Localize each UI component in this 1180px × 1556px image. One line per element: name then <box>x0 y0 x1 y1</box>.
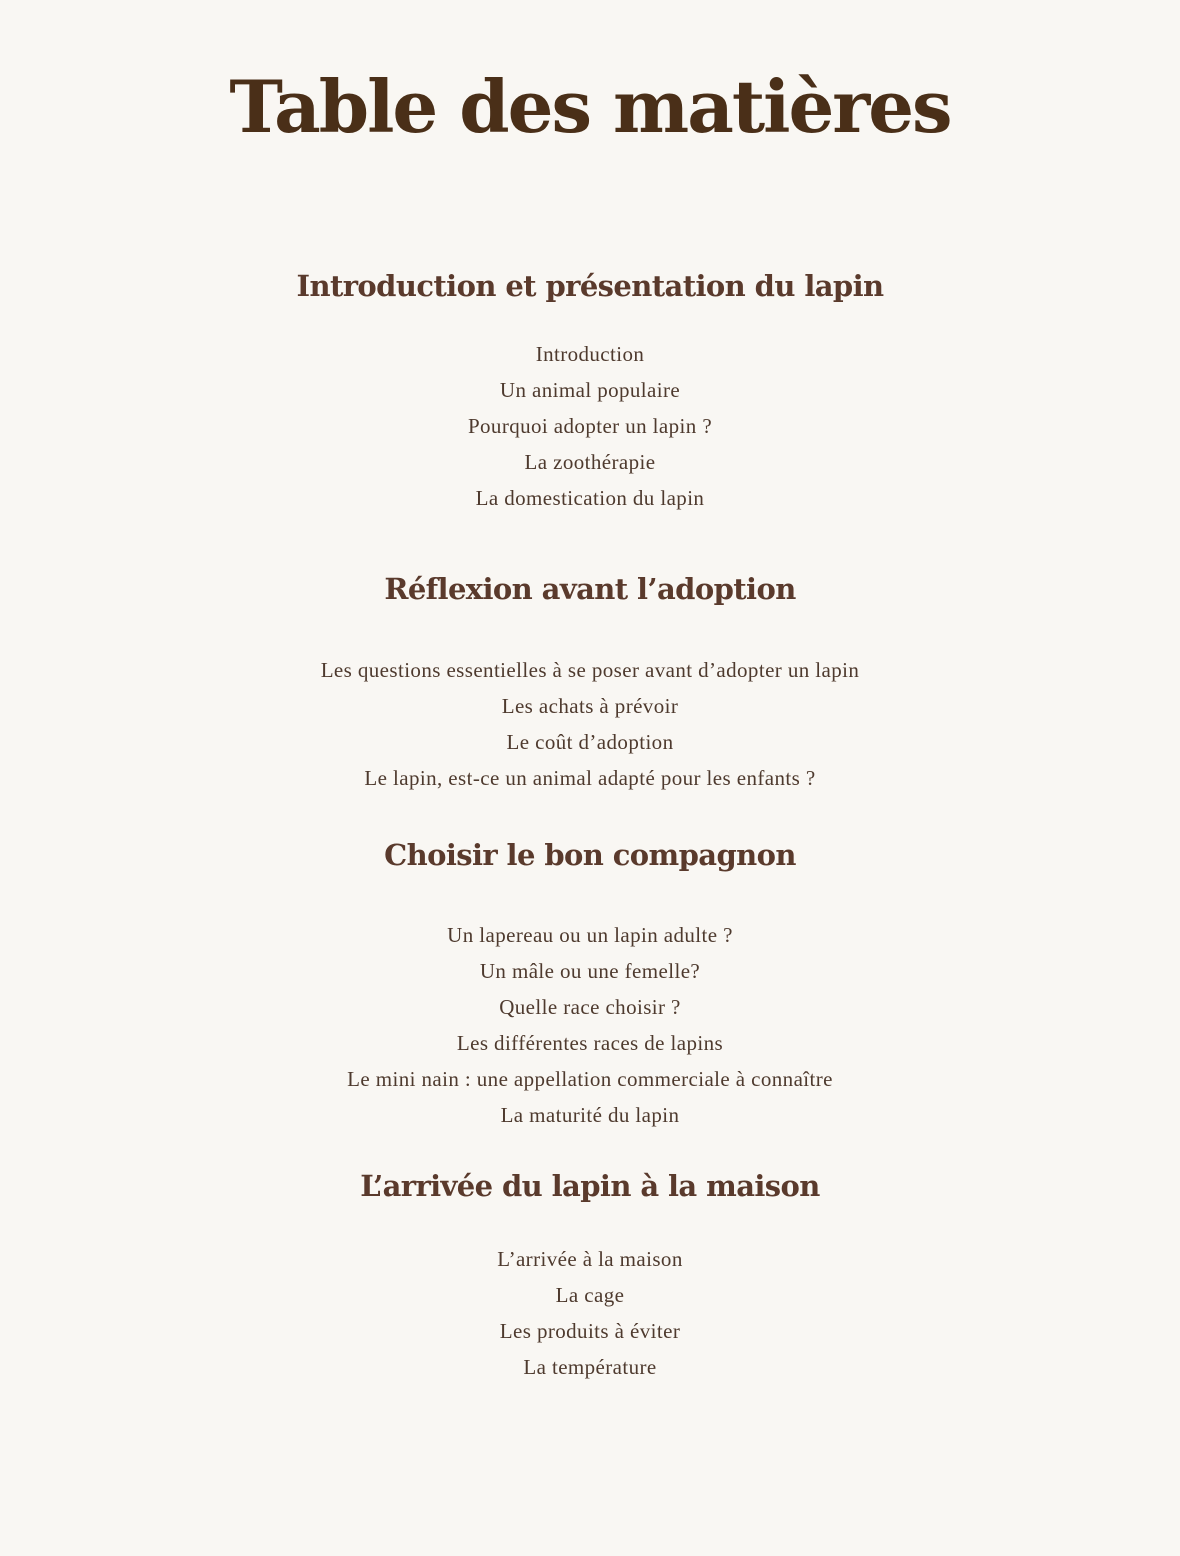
section-heading: Réflexion avant l’adoption <box>384 572 796 606</box>
toc-entry: La température <box>523 1355 657 1379</box>
toc-entry: Le lapin, est-ce un animal adapté pour les enfants ? <box>364 766 816 790</box>
toc-section-choisir <box>0 835 1180 1133</box>
toc-entry: Les questions essentielles à se poser avant d’adopter un lapin <box>320 658 860 682</box>
section-heading: Introduction et présentation du lapin <box>296 269 884 303</box>
section-heading: Choisir le bon compagnon <box>384 838 796 872</box>
section-items <box>0 652 1180 796</box>
section-items <box>0 1241 1180 1385</box>
toc-entry: Un mâle ou une femelle? <box>479 959 701 983</box>
toc-entry: La cage <box>555 1283 625 1307</box>
toc-entry: Un lapereau ou un lapin adulte ? <box>447 923 733 947</box>
toc-entry: Introduction <box>535 342 645 366</box>
section-items <box>0 917 1180 1133</box>
toc-section-arrivee <box>0 1166 1180 1385</box>
toc-entry: Les différentes races de lapins <box>456 1031 724 1055</box>
toc-entry: Le mini nain : une appellation commerciale à connaître <box>347 1067 833 1091</box>
page-title: Table des matières <box>229 64 951 149</box>
toc-section-reflexion <box>0 569 1180 796</box>
toc-entry: La domestication du lapin <box>475 486 705 510</box>
toc-entry: Pourquoi adopter un lapin ? <box>467 414 713 438</box>
toc-entry: Le coût d’adoption <box>506 730 674 754</box>
toc-section-introduction <box>0 266 1180 516</box>
toc-entry: Les produits à éviter <box>499 1319 681 1343</box>
toc-entry: Quelle race choisir ? <box>499 995 681 1019</box>
section-heading: L’arrivée du lapin à la maison <box>360 1169 820 1203</box>
toc-entry: La zoothérapie <box>524 450 656 474</box>
toc-entry: Les achats à prévoir <box>501 694 679 718</box>
toc-entry: L’arrivée à la maison <box>497 1247 683 1271</box>
toc-entry: La maturité du lapin <box>500 1103 680 1127</box>
section-items <box>0 336 1180 516</box>
toc-entry: Un animal populaire <box>499 378 681 402</box>
